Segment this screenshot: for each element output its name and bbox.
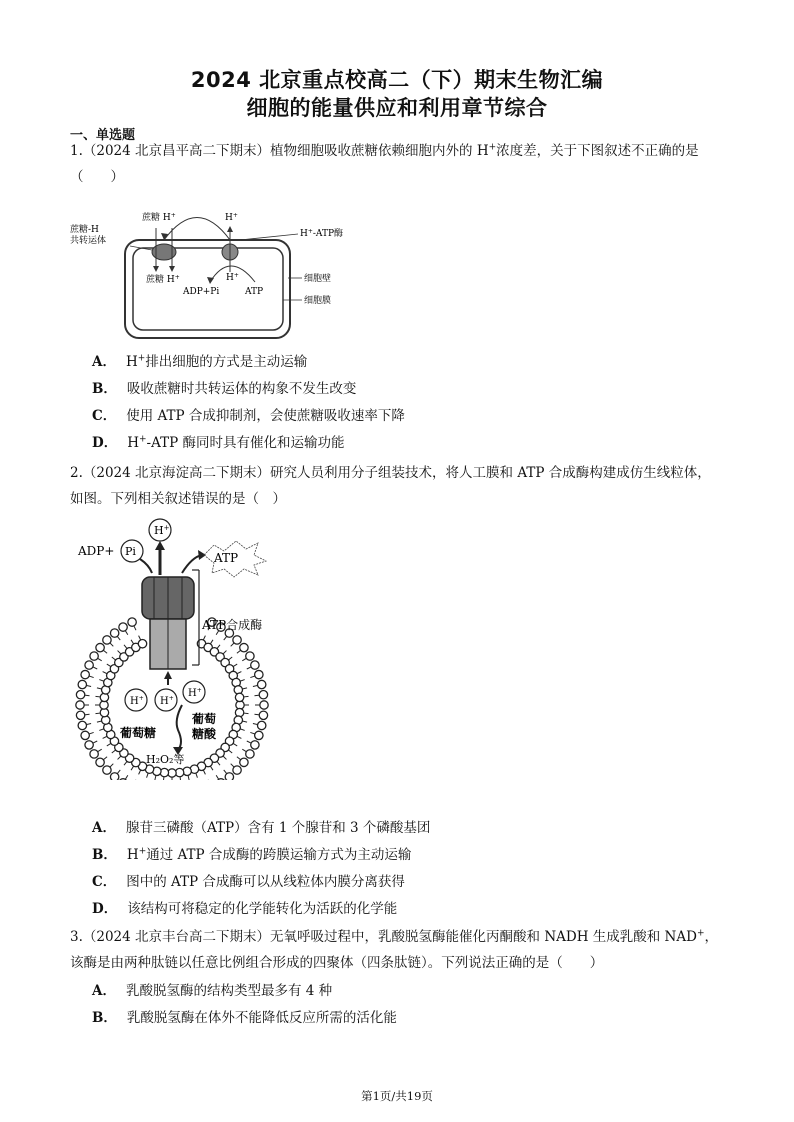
lipid-tail <box>131 766 134 770</box>
lipid-tail <box>242 721 247 722</box>
lipid-head <box>246 750 254 758</box>
page-footer: 第1页/共19页 <box>361 1089 433 1103</box>
lipid-tail <box>244 713 249 714</box>
lipid-head <box>85 661 93 669</box>
fig2-pi-label: Pi <box>125 545 136 558</box>
fig1-transporter-label2: 共转运体 <box>70 236 107 246</box>
lipid-head <box>251 661 259 669</box>
lipid-tail <box>233 743 237 746</box>
lipid-tail <box>110 764 114 768</box>
lipid-tail <box>95 696 100 697</box>
lipid-tail <box>240 729 245 731</box>
lipid-head <box>78 680 86 688</box>
lipid-tail <box>134 626 136 631</box>
lipid-head <box>257 680 265 688</box>
fig1-atp-label: ATP <box>245 287 264 297</box>
question-2-figure <box>74 515 284 780</box>
lipid-tail <box>237 650 241 653</box>
fig2-h-3: H+ <box>188 687 202 699</box>
q3-option-a[interactable]: A． 乳酸脱氢酶的结构类型最多有 4 种 <box>92 983 333 999</box>
section-heading: 一、单选题 <box>70 128 136 143</box>
lipid-tail <box>99 729 104 731</box>
question-3-stem: 3.（2024 北京丰台高二下期末）无氧呼吸过程中，乳酸脱氢酶能催化丙酮酸和 NADH 生成乳酸和 NAD+， 该酶是由两种肽链以任意比例组合形成的四聚体（四条肽链）。下列说法正确的是（ ） <box>70 928 718 971</box>
lipid-head <box>235 693 243 701</box>
lipid-tail <box>180 777 181 780</box>
document-title: 2024 北京重点校高二（下）期末生物汇编 <box>190 68 604 92</box>
lipid-tail <box>125 775 128 779</box>
lipid-tail <box>196 773 198 778</box>
lipid-tail <box>131 640 134 644</box>
lipid-head <box>255 670 263 678</box>
lipid-head <box>257 721 265 729</box>
lipid-tail <box>228 657 232 660</box>
lipid-head <box>85 741 93 749</box>
lipid-tail <box>203 636 205 641</box>
lipid-tail <box>147 773 149 778</box>
lipid-head <box>90 652 98 660</box>
lipid-tail <box>97 749 101 752</box>
fig2-gluconic-label-1: 葡萄 <box>192 712 217 726</box>
lipid-tail <box>85 714 90 715</box>
lipid-tail <box>139 636 141 641</box>
lipid-tail <box>244 696 249 697</box>
lipid-tail <box>233 664 237 667</box>
lipid-head <box>259 690 267 698</box>
lipid-tail <box>254 695 259 696</box>
fig1-membrane-label: 细胞膜 <box>304 296 332 306</box>
lipid-head <box>255 731 263 739</box>
q2-option-d[interactable]: D． 该结构可将稳定的化学能转化为活跃的化学能 <box>92 901 398 917</box>
lipid-head <box>76 711 84 719</box>
lipid-tail <box>231 643 235 647</box>
fig1-transporter-label: 蔗糖-H <box>70 225 99 235</box>
lipid-tail <box>210 640 213 644</box>
lipid-head <box>78 721 86 729</box>
lipid-tail <box>224 770 227 774</box>
lipid-tail <box>228 750 232 753</box>
lipid-tail <box>107 743 111 746</box>
lipid-tail <box>103 736 108 738</box>
fig2-atp-burst <box>204 541 266 577</box>
lipid-head <box>119 623 127 631</box>
lipid-tail <box>97 688 102 689</box>
fig2-atp-label: ATP <box>214 551 239 565</box>
lipid-tail <box>93 667 98 669</box>
lipid-tail <box>247 741 252 743</box>
lipid-tail <box>242 749 246 752</box>
lipid-tail <box>118 756 122 760</box>
question-2-stem: 2.（2024 北京海淀高二下期末）研究人员利用分子组装技术，将人工膜和 ATP 合成酶构建成仿生线粒体， 如图。下列相关叙述错误的是（ ） <box>70 465 711 507</box>
lipid-tail <box>250 732 255 734</box>
lipid-tail <box>89 676 94 678</box>
q1-option-c[interactable]: C． 使用 ATP 合成抑制剂，会使蔗糖吸收速率下降 <box>92 408 405 424</box>
lipid-head <box>260 701 268 709</box>
q2-option-c[interactable]: C． 图中的 ATP 合成酶可以从线粒体内膜分离获得 <box>92 874 405 890</box>
fig1-wall-label: 细胞壁 <box>304 274 332 284</box>
lipid-head <box>128 618 136 626</box>
fig2-gluconic-label-2: 糖酸 <box>192 727 217 741</box>
fig1-inner-right: H+ <box>226 272 239 283</box>
lipid-tail <box>155 775 156 780</box>
lipid-tail <box>89 732 94 734</box>
lipid-head <box>251 741 259 749</box>
lipid-tail <box>240 680 245 682</box>
lipid-tail <box>253 723 258 724</box>
lipid-head <box>246 652 254 660</box>
fig1-top-left: 蔗糖 H+ <box>142 212 176 223</box>
lipid-head <box>90 750 98 758</box>
fig2-h-top: H+ <box>154 524 170 537</box>
lipid-tail <box>118 651 122 655</box>
q1-option-d[interactable]: D． H+-ATP 酶同时具有催化和运输功能 <box>92 434 345 451</box>
lipid-tail <box>139 770 141 775</box>
lipid-tail <box>97 721 102 722</box>
lipid-tail <box>95 713 100 714</box>
lipid-tail <box>217 645 220 649</box>
lipid-tail <box>86 685 91 686</box>
lipid-tail <box>237 736 242 738</box>
lipid-tail <box>107 664 111 667</box>
fig1-adp-label: ADP+Pi <box>183 287 220 297</box>
lipid-tail <box>99 680 104 682</box>
lipid-tail <box>203 770 205 775</box>
fig2-h-2: H+ <box>160 695 174 707</box>
lipid-head <box>76 701 84 709</box>
lipid-head <box>76 690 84 698</box>
lipid-tail <box>223 651 227 655</box>
q2-option-a[interactable]: A． 腺苷三磷酸（ATP）含有 1 个腺苷和 3 个磷酸基团 <box>92 820 431 836</box>
lipid-tail <box>93 741 98 743</box>
lipid-tail <box>216 775 219 779</box>
lipid-tail <box>237 757 241 760</box>
q1-option-b[interactable]: B． 吸收蔗糖时共转运体的构象不发生改变 <box>92 381 357 397</box>
lipid-tail <box>103 757 107 760</box>
lipid-tail <box>242 688 247 689</box>
lipid-tail <box>103 650 107 653</box>
fig1-top-right: H+ <box>225 212 238 223</box>
lipid-tail <box>224 636 227 640</box>
fig2-enzyme-label: ATP合成酶 <box>202 618 263 632</box>
lipid-tail <box>188 775 189 780</box>
lipid-tail <box>247 667 252 669</box>
lipid-tail <box>210 766 213 770</box>
q3-option-b[interactable]: B． 乳酸脱氢酶在体外不能降低反应所需的活化能 <box>92 1010 397 1026</box>
lipid-tail <box>163 777 164 780</box>
lipid-tail <box>231 764 235 768</box>
lipid-tail <box>117 770 120 774</box>
lipid-tail <box>254 714 259 715</box>
lipid-tail <box>124 761 127 765</box>
fig2-adp-label: ADP+ <box>78 544 115 558</box>
document-subtitle: 细胞的能量供应和利用章节综合 <box>246 96 548 120</box>
fig2-glucose-label: 葡萄糖 <box>120 726 157 740</box>
lipid-tail <box>250 676 255 678</box>
lipid-tail <box>117 636 120 640</box>
lipid-tail <box>125 630 128 634</box>
lipid-tail <box>237 672 242 674</box>
fig1-atpase-label: H+-ATP酶 <box>300 228 343 239</box>
lipid-tail <box>112 750 116 753</box>
q1-option-a[interactable]: A． H+排出细胞的方式是主动运输 <box>92 353 308 370</box>
q2-option-b[interactable]: B． H+通过 ATP 合成酶的跨膜运输方式为主动运输 <box>92 846 412 863</box>
lipid-tail <box>217 761 220 765</box>
lipid-tail <box>112 657 116 660</box>
lipid-tail <box>253 685 258 686</box>
lipid-tail <box>97 658 101 661</box>
question-1-figure <box>70 200 370 345</box>
lipid-head <box>259 711 267 719</box>
lipid-head <box>138 640 146 648</box>
fig1-inner-left: 蔗糖 H+ <box>146 274 180 285</box>
lipid-tail <box>124 645 127 649</box>
fig2-h2o2-label: H₂O₂等 <box>146 753 185 766</box>
lipid-tail <box>110 643 114 647</box>
lipid-tail <box>86 723 91 724</box>
lipid-tail <box>103 672 108 674</box>
question-1-stem: 1.（2024 北京昌平高二下期末）植物细胞吸收蔗糖依赖细胞内外的 H+浓度差，关于下图叙述不正确的是 （ ） <box>70 142 699 185</box>
lipid-tail <box>85 695 90 696</box>
lipid-tail <box>223 756 227 760</box>
fig2-h-1: H+ <box>130 695 144 707</box>
lipid-head <box>81 731 89 739</box>
lipid-head <box>81 670 89 678</box>
lipid-tail <box>242 658 246 661</box>
